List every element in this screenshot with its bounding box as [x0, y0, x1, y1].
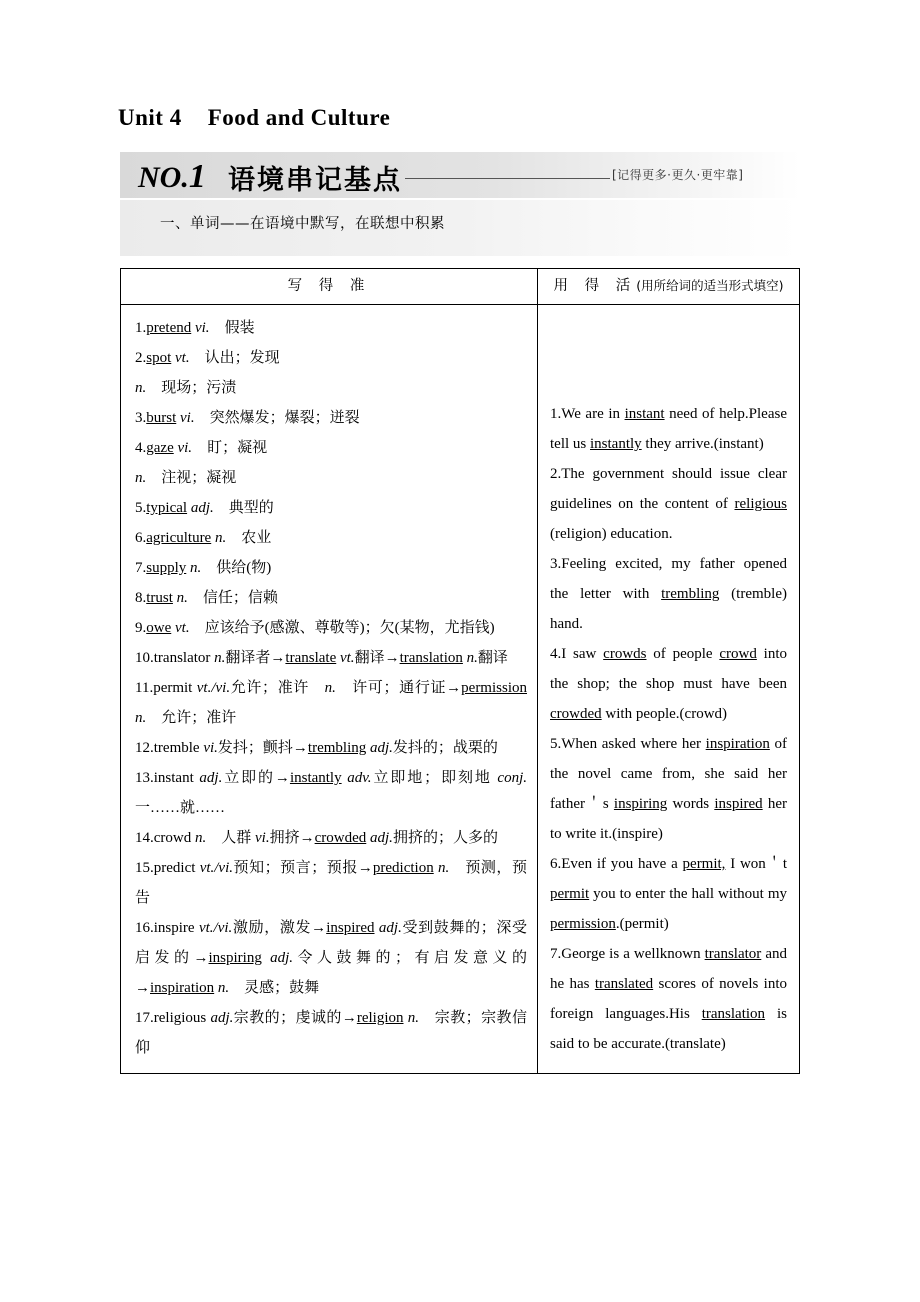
vocab-entry: 14.crowd n. 人群 vi.拥挤→crowded adj.拥挤的；人多的 — [135, 830, 498, 846]
vocab-entry: 4.gaze vi. 盯；凝视 — [135, 440, 268, 456]
fill-in-blank-sentence: 3.Feeling excited, my father opened the letter with trembling (tremble) hand. — [550, 556, 787, 632]
vocab-entry: 9.owe vt. 应该给予(感激、尊敬等)；欠(某物，尤指钱) — [135, 620, 495, 636]
vocab-entry: 5.typical adj. 典型的 — [135, 500, 274, 516]
fill-in-blank-sentence: 7.George is a wellknown translator and he has translated scores of novels into foreign languages.His translation is said to be accurate.(translate) — [550, 946, 787, 1052]
table-header-row — [121, 269, 800, 305]
left-column-cell — [121, 305, 538, 1074]
section-title-cn: 语境串记基点 — [228, 165, 402, 196]
vocab-entry: 11.permit vt./vi.允许；准许 n. 许可；通行证→permission n. 允许；准许 — [135, 680, 527, 726]
vocab-entry: n. 注视；凝视 — [135, 470, 237, 486]
vocab-entry: 17.religious adj.宗教的；虔诚的→religion n. 宗教；宗教信仰 — [135, 1010, 527, 1056]
section-no-label: NO. — [138, 161, 189, 194]
vocab-entry: 8.trust n. 信任；信赖 — [135, 590, 278, 606]
fill-in-blank-sentence: 6.Even if you have a permit, I won＇t permit you to enter the hall without my permission.(permit) — [550, 856, 787, 932]
vocab-entry: 15.predict vt./vi.预知；预言；预报→prediction n. 预测，预告 — [135, 860, 527, 906]
vocabulary-table — [120, 268, 800, 1074]
unit-number: Unit 4 — [118, 105, 182, 130]
fill-in-blank-sentence: 4.I saw crowds of people crowd into the shop; the shop must have been crowded with people.(crowd) — [550, 646, 788, 722]
vocab-entry: n. 现场；污渍 — [135, 380, 237, 396]
vocab-entry: 2.spot vt. 认出；发现 — [135, 350, 280, 366]
table-body-row — [121, 305, 800, 1074]
vocab-entry: 3.burst vi. 突然爆发；爆裂；迸裂 — [135, 410, 360, 426]
vocab-entry: 7.supply n. 供给(物) — [135, 560, 272, 576]
right-column-cell — [538, 305, 800, 1074]
table-header-right — [538, 269, 800, 305]
section-tagline: [记得更多·更久·更牢靠] — [612, 168, 744, 182]
page-title — [118, 105, 390, 131]
vocab-entry: 16.inspire vt./vi.激励，激发→inspired adj.受到鼓舞的；深受启发的→inspiring adj.令人鼓舞的；有启发意义的→inspiration n. 灵感；鼓舞 — [135, 920, 528, 996]
vocab-entry: 1.pretend vi. 假装 — [135, 320, 255, 336]
table-header-left — [121, 269, 538, 305]
fill-in-blank-sentence: 2.The government should issue clear guidelines on the content of religious (religion) education. — [550, 466, 787, 542]
banner-rule — [405, 178, 610, 179]
vocab-entry: 13.instant adj.立即的→instantly adv.立即地；即刻地 conj.一……就…… — [135, 770, 527, 816]
vocab-entry: 12.tremble vi.发抖；颤抖→trembling adj.发抖的；战栗的 — [135, 740, 498, 756]
unit-name: Food and Culture — [207, 105, 391, 130]
section-number — [138, 158, 206, 196]
vocab-entry: 10.translator n.翻译者→translate vt.翻译→translation n.翻译 — [135, 650, 508, 666]
header-right-note: (用所给词的适当形式填空) — [636, 278, 784, 293]
header-left-label: 写 得 准 — [287, 278, 371, 294]
section-no-number: 1 — [188, 158, 206, 195]
vocab-entry: 6.agriculture n. 农业 — [135, 530, 272, 546]
subsection-heading: 一、单词——在语境中默写，在联想中积累 — [160, 216, 445, 232]
left-word-list — [135, 313, 527, 1063]
right-sentence-list — [550, 399, 787, 1059]
right-column-spacer — [550, 313, 787, 399]
header-right-label: 用 得 活 — [553, 278, 637, 294]
fill-in-blank-sentence: 5.When asked where her inspiration of the novel came from, she said her father＇s inspiring words inspired her to write it.(inspire) — [550, 736, 788, 842]
fill-in-blank-sentence: 1.We are in instant need of help.Please tell us instantly they arrive.(instant) — [550, 406, 787, 452]
